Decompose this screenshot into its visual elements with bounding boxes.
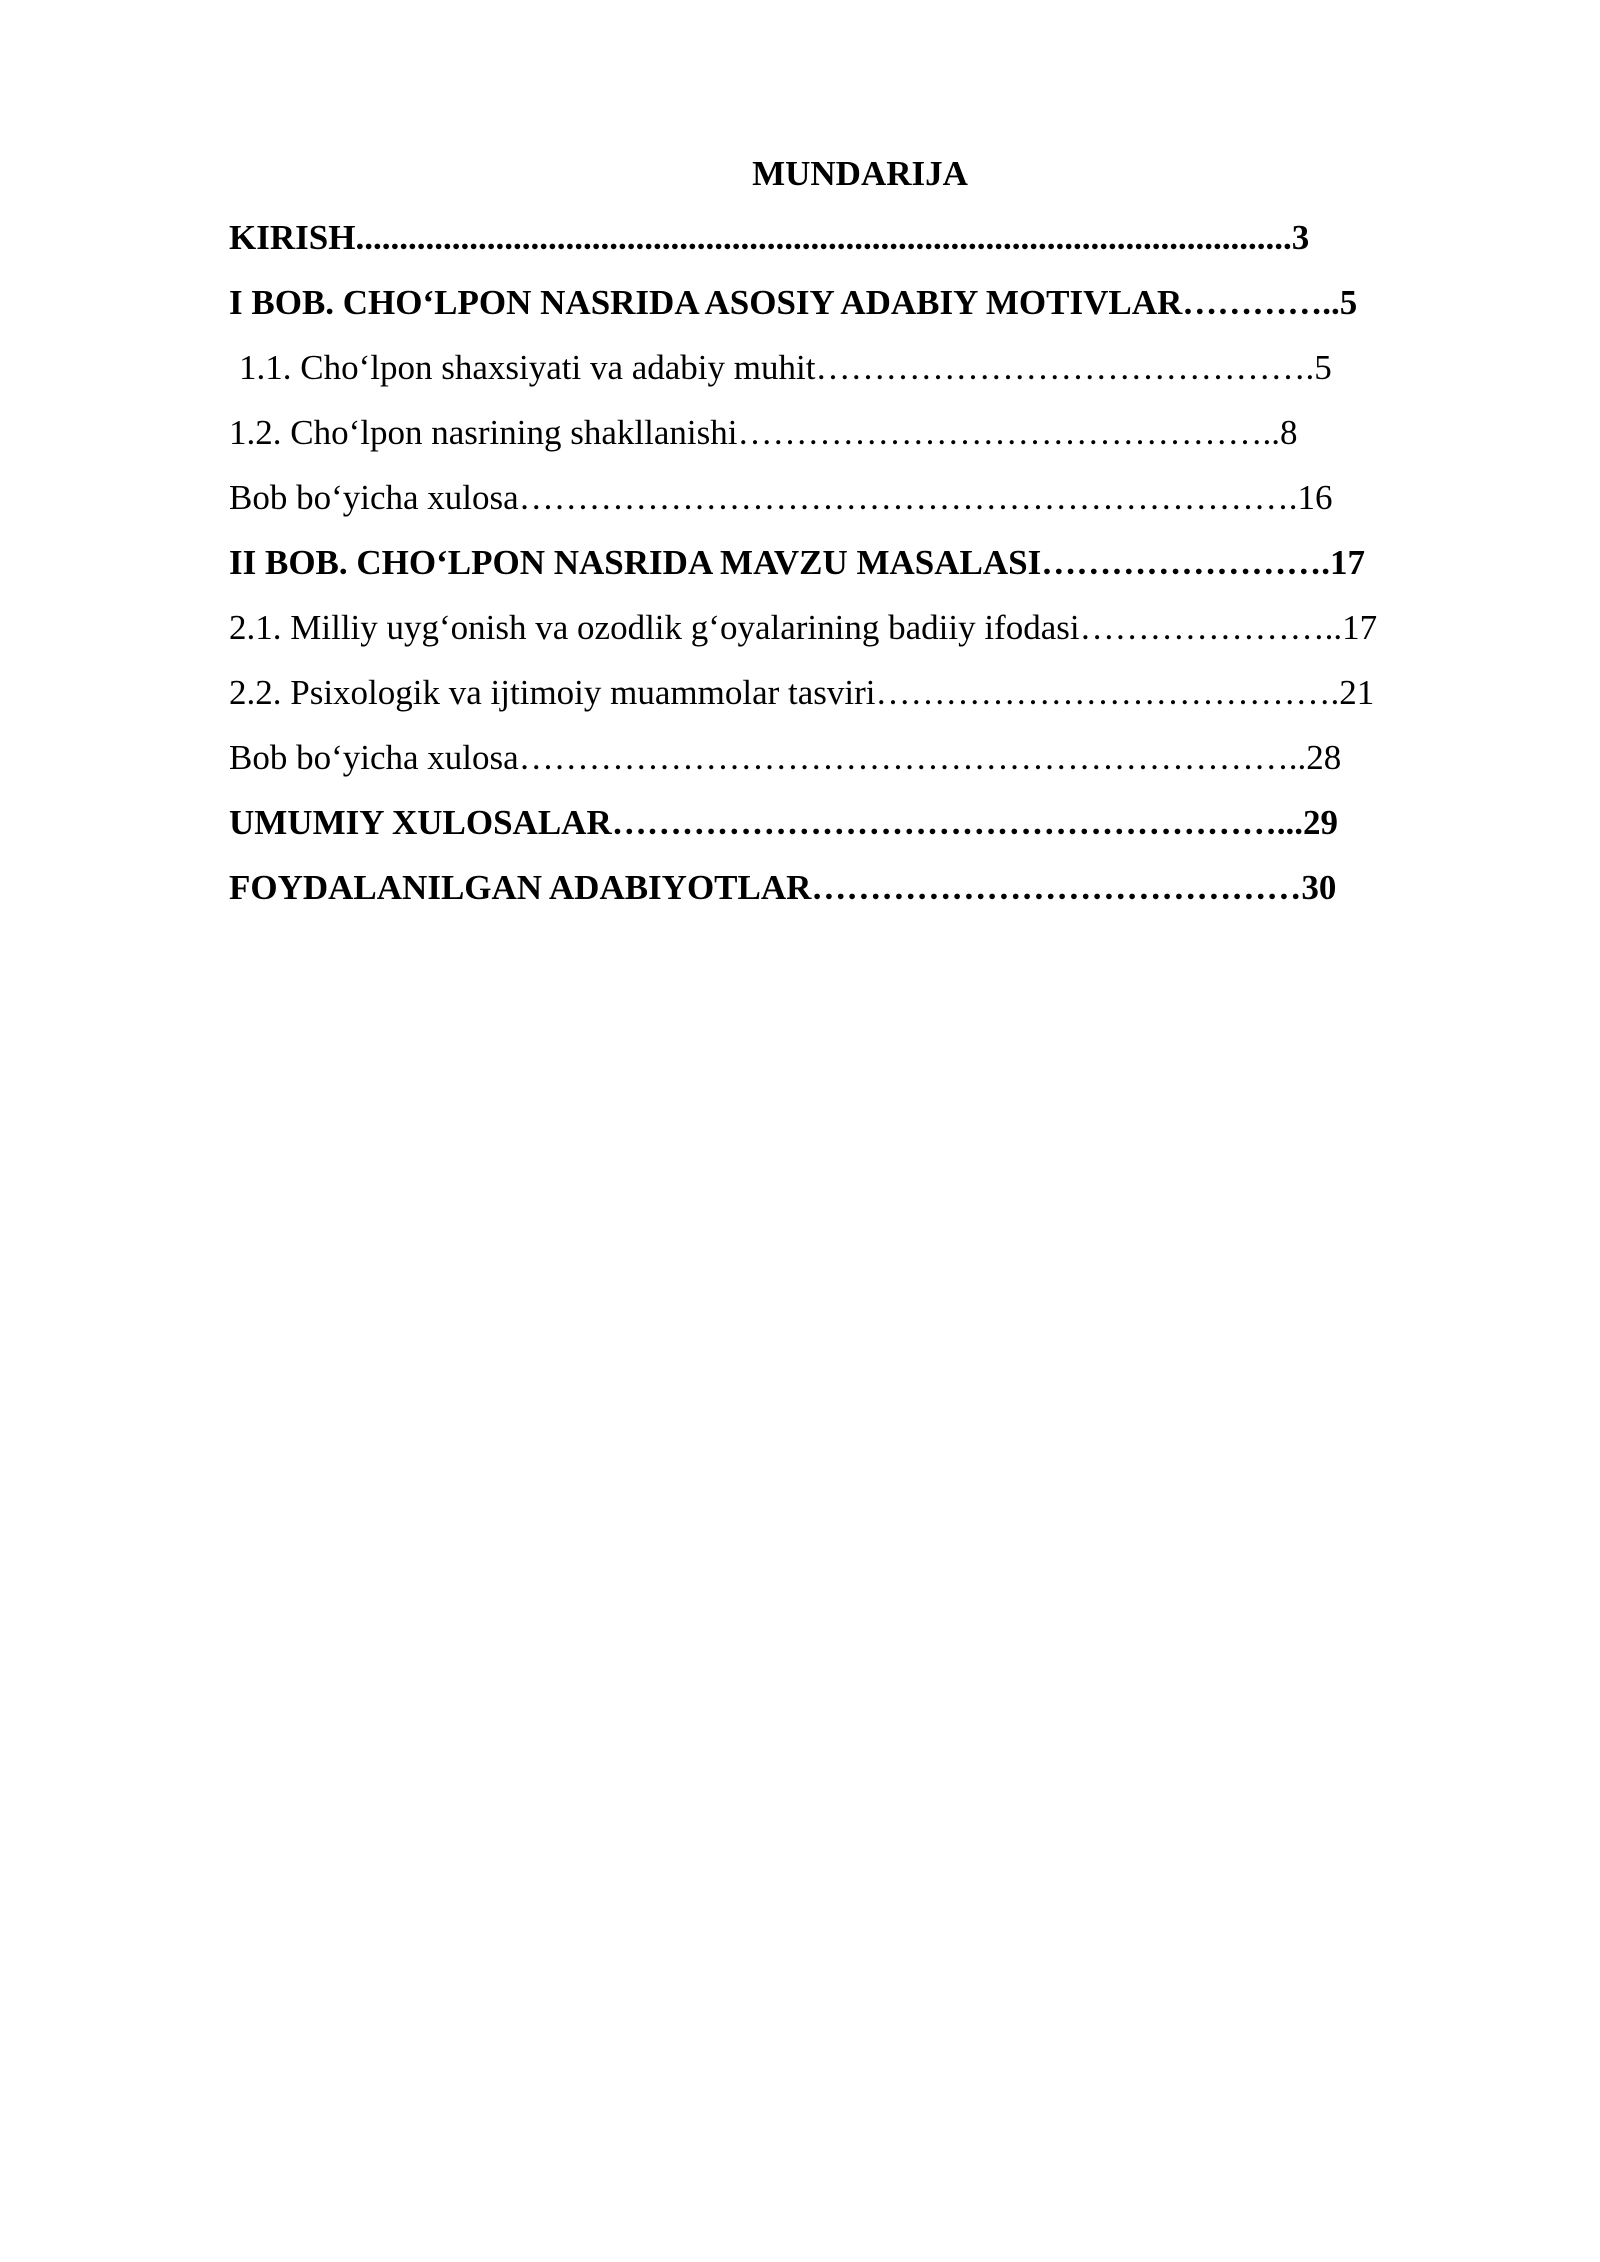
toc-entry-text: Bob bo‘yicha xulosa <box>229 478 519 517</box>
toc-entry-page: .5 <box>1305 348 1332 387</box>
toc-entry-leader: ………… <box>1182 283 1323 322</box>
toc-entry-leader: ………………………………… <box>875 673 1331 712</box>
toc-entry-leader: ………………………………………………… <box>611 803 1277 842</box>
toc-entry-page: ...29 <box>1276 803 1338 842</box>
toc-entry-section-1-1 <box>239 344 1332 392</box>
toc-entry-text: 1.1. Cho‘lpon shaxsiyati va adabiy muhit <box>239 348 816 387</box>
toc-entry-page: .21 <box>1330 673 1375 712</box>
toc-entry-chapter-2 <box>229 539 1365 587</box>
toc-entry-conclusions <box>229 799 1338 847</box>
toc-entry-page: .16 <box>1288 478 1333 517</box>
toc-entry-text: KIRISH <box>229 218 356 257</box>
toc-entry-text: II BOB. CHO‘LPON NASRIDA MAVZU MASALASI <box>229 543 1042 582</box>
toc-title <box>0 150 1600 198</box>
toc-entry-chapter-1-summary <box>229 474 1332 522</box>
toc-entry-leader: …………………………………… <box>811 868 1302 907</box>
toc-entry-leader: ………………… <box>1079 608 1325 647</box>
toc-entry-page: ..17 <box>1324 608 1378 647</box>
toc-entry-leader: …………………………………………………………. <box>518 738 1298 777</box>
toc-entry-text: 1.2. Cho‘lpon nasrining shakllanishi <box>229 413 738 452</box>
toc-entry-text: 2.2. Psixologik va ijtimoiy muammolar tasviri <box>229 673 876 712</box>
toc-entry-page: .17 <box>1321 543 1365 582</box>
toc-entry-page: 30 <box>1301 868 1337 907</box>
toc-entry-leader: ........................................................................................................... <box>355 218 1292 257</box>
toc-entry-section-2-1 <box>229 604 1377 652</box>
toc-entry-section-2-2 <box>229 669 1374 717</box>
toc-entry-leader: ……………………………………… <box>737 413 1263 452</box>
toc-title-text: MUNDARIJA <box>752 154 968 193</box>
toc-entry-page: 3 <box>1291 218 1310 257</box>
toc-entry-chapter-2-summary <box>229 734 1341 782</box>
toc-entry-page: ..5 <box>1322 283 1358 322</box>
toc-entry-text: 2.1. Milliy uyg‘onish va ozodlik g‘oyalarining badiiy ifodasi <box>229 608 1080 647</box>
toc-entry-text: Bob bo‘yicha xulosa <box>229 738 519 777</box>
toc-entry-kirish <box>229 214 1309 262</box>
toc-entry-chapter-1 <box>229 279 1357 327</box>
toc-entry-leader: …………………………………… <box>815 348 1306 387</box>
toc-entry-leader: …………………… <box>1041 543 1322 582</box>
toc-entry-text: FOYDALANILGAN ADABIYOTLAR <box>229 868 812 907</box>
toc-entry-section-1-2 <box>229 409 1297 457</box>
toc-entry-page: .28 <box>1297 738 1342 777</box>
toc-entry-leader: ………………………………………………………… <box>518 478 1289 517</box>
toc-entry-references <box>229 864 1336 912</box>
toc-entry-page: ..8 <box>1262 413 1298 452</box>
toc-entry-text: I BOB. CHO‘LPON NASRIDA ASOSIY ADABIY MOTIVLAR <box>229 283 1183 322</box>
toc-entry-text: UMUMIY XULOSALAR <box>229 803 612 842</box>
